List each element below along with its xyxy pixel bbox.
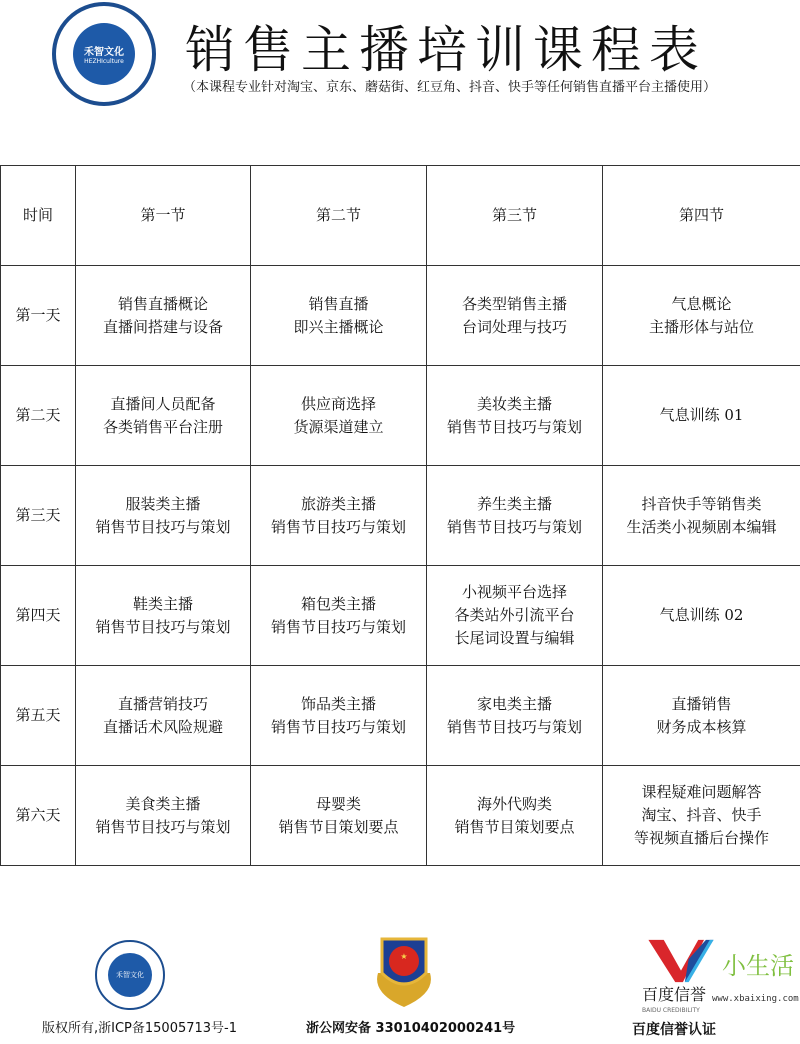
svg-text:★: ★ (400, 952, 408, 961)
table-cell: 小视频平台选择 各类站外引流平台 长尾词设置与编辑 (427, 566, 603, 666)
baidu-credibility-logo (645, 938, 717, 984)
table-cell: 家电类主播 销售节目技巧与策划 (427, 666, 603, 766)
table-cell: 气息训练 02 (603, 566, 800, 666)
watermark: 小生活 (722, 952, 794, 980)
table-cell: 课程疑难问题解答 淘宝、抖音、快手 等视频直播后台操作 (603, 766, 800, 866)
day-label: 第三天 (1, 466, 76, 566)
table-row (1, 666, 800, 766)
day-label: 第一天 (1, 266, 76, 366)
table-cell: 直播间人员配备 各类销售平台注册 (76, 366, 251, 466)
table-cell: 气息概论 主播形体与站位 (603, 266, 800, 366)
logo-sub: HEZHIculture (84, 58, 124, 65)
column-header: 时间 (1, 166, 76, 266)
table-cell: 美食类主播 销售节目技巧与策划 (76, 766, 251, 866)
table-cell: 供应商选择 货源渠道建立 (251, 366, 427, 466)
watermark-url: www.xbaixing.com (712, 994, 799, 1004)
column-header: 第二节 (251, 166, 427, 266)
company-logo (52, 2, 156, 106)
table-cell: 服装类主播 销售节目技巧与策划 (76, 466, 251, 566)
table-row (1, 266, 800, 366)
table-row (1, 366, 800, 466)
page-subtitle: （本课程专业针对淘宝、京东、蘑菇街、红豆角、抖音、快手等任何销售直播平台主播使用） (183, 80, 717, 95)
day-label: 第四天 (1, 566, 76, 666)
table-row (1, 766, 800, 866)
table-header-row (1, 166, 800, 266)
table-row (1, 566, 800, 666)
table-row (1, 466, 800, 566)
police-badge-icon (368, 933, 440, 1009)
baidu-logo-text: 百度信誉 (642, 985, 707, 1004)
table-cell: 母婴类 销售节目策划要点 (251, 766, 427, 866)
day-label: 第五天 (1, 666, 76, 766)
column-header: 第一节 (76, 166, 251, 266)
schedule-table (0, 165, 800, 866)
table-cell: 直播销售 财务成本核算 (603, 666, 800, 766)
page-title: 销售主播培训课程表 (185, 21, 707, 79)
table-cell: 鞋类主播 销售节目技巧与策划 (76, 566, 251, 666)
table-cell: 美妆类主播 销售节目技巧与策划 (427, 366, 603, 466)
footer-company-logo (95, 940, 165, 1010)
table-cell: 销售直播 即兴主播概论 (251, 266, 427, 366)
day-label: 第六天 (1, 766, 76, 866)
police-record[interactable]: 浙公网安备 33010402000241号 (306, 1021, 516, 1036)
table-cell: 海外代购类 销售节目策划要点 (427, 766, 603, 866)
table-cell: 饰品类主播 销售节目技巧与策划 (251, 666, 427, 766)
table-cell: 气息训练 01 (603, 366, 800, 466)
table-cell: 各类型销售主播 台词处理与技巧 (427, 266, 603, 366)
table-cell: 抖音快手等销售类 生活类小视频剧本编辑 (603, 466, 800, 566)
table-cell: 箱包类主播 销售节目技巧与策划 (251, 566, 427, 666)
icp-record[interactable]: 版权所有,浙ICP备15005713号-1 (42, 1021, 238, 1036)
day-label: 第二天 (1, 366, 76, 466)
table-cell: 旅游类主播 销售节目技巧与策划 (251, 466, 427, 566)
logo-text: 禾智文化 (84, 47, 124, 58)
column-header: 第三节 (427, 166, 603, 266)
column-header: 第四节 (603, 166, 800, 266)
table-cell: 养生类主播 销售节目技巧与策划 (427, 466, 603, 566)
table-cell: 直播营销技巧 直播话术风险规避 (76, 666, 251, 766)
table-cell: 销售直播概论 直播间搭建与设备 (76, 266, 251, 366)
footer-logo-text: 禾智文化 (116, 971, 144, 979)
baidu-logo-en: BAIDU CREDIBILITY (642, 1007, 700, 1014)
baidu-credibility[interactable]: 百度信誉认证 (632, 1022, 716, 1038)
